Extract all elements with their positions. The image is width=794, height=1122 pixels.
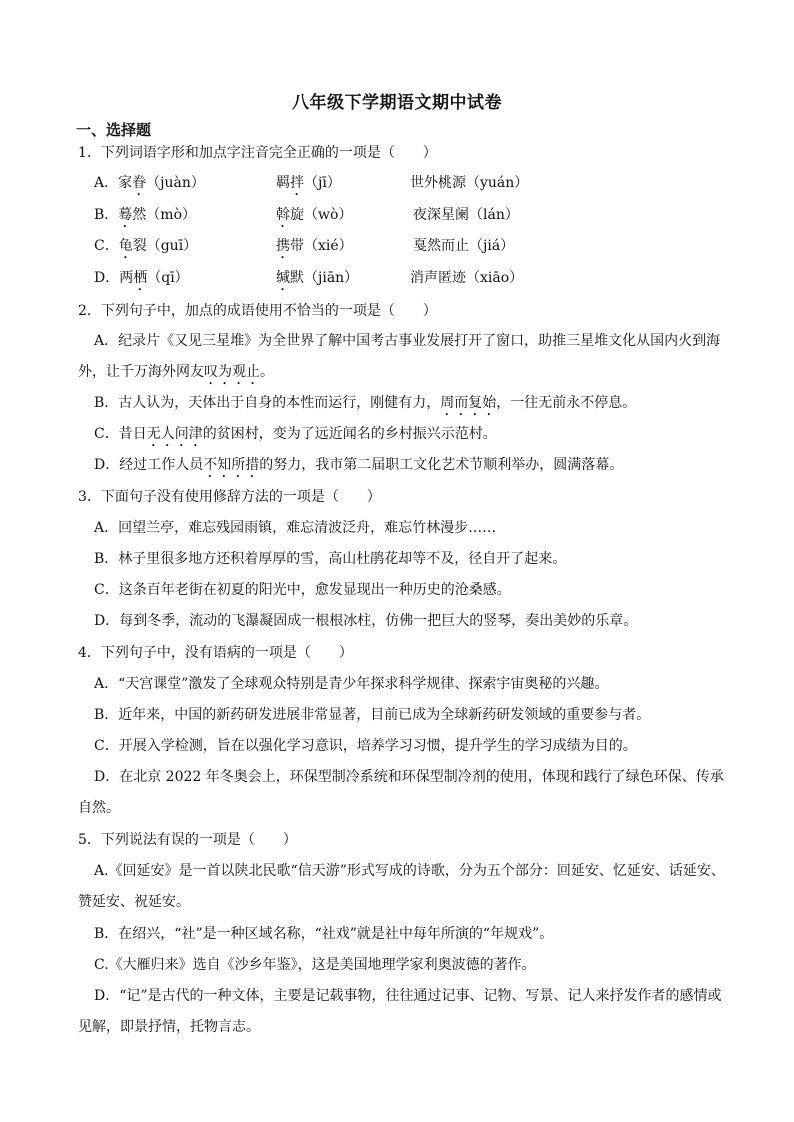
q1-option-a-word3: 世外桃源（yuán） <box>410 175 529 191</box>
q1-option-c-word3: 戛然而止（jiá） <box>413 238 515 254</box>
q4-option-a: A．“天宫课堂”激发了全球观众特别是青少年探求科学规律、探索宇宙奥秘的兴趣。 <box>94 676 609 692</box>
q1-option-b-word2: 斡旋（wò） <box>276 207 353 223</box>
q3-option-c: C．这条百年老街在初夏的阳光中，愈发显现出一种历史的沧桑感。 <box>94 582 511 598</box>
q1-option-b-word3: 夜深星阑（lán） <box>413 207 519 223</box>
q2-option-b: B．古人认为，天体出于自身的本性而运行，刚健有力，周而复始，一往无前永不停息。 <box>94 395 637 411</box>
q1-option-a-word2: 羁拌（jī） <box>276 175 341 191</box>
q3-option-d: D．每到冬季，流动的飞瀑凝固成一根根冰柱，仿佛一把巨大的竖琴，奏出美妙的乐章。 <box>94 613 638 629</box>
q1-option-d-word2: 缄默（jiān） <box>276 270 359 286</box>
section-heading: 一、选择题 <box>76 121 152 139</box>
q5-option-b: B．在绍兴，“社”是一种区域名称，“社戏”就是社中每年所演的“年规戏”。 <box>94 926 554 942</box>
q3-option-a: A．回望兰亭，难忘残园雨镇，难忘清波泛舟，难忘竹林漫步…… <box>94 520 497 536</box>
question-4-stem: 4．下列句子中，没有语病的一项是（ ） <box>78 645 353 661</box>
question-5-stem: 5．下列说法有误的一项是（ ） <box>78 832 297 848</box>
q4-option-d-line1: D．在北京 2022 年冬奥会上，环保型制冷系统和环保型制冷剂的使用，体现和践行了绿色环保、传承 <box>94 769 724 785</box>
q4-option-b: B．近年来，中国的新药研发进展非常显著，目前已成为全球新药研发领域的重要参与者。 <box>94 707 651 723</box>
q5-option-a-line1: A.《回延安》是一首以陕北民歌“信天游”形式写成的诗歌，分为五个部分：回延安、忆延安、话延安、 <box>94 863 725 879</box>
q5-option-d-line1: D．“记”是古代的一种文体，主要是记载事物，往往通过记事、记物、写景、记人来抒发作者的感情或 <box>94 988 722 1004</box>
q1-option-b: B．蓦然（mò） <box>94 207 197 223</box>
q1-option-a: A．家眷（juàn） <box>94 175 205 191</box>
question-1-stem: 1．下列词语字形和加点字注音完全正确的一项是（ ） <box>78 145 437 161</box>
q3-option-b: B．林子里很多地方还积着厚厚的雪，高山杜鹃花却等不及，径自开了起来。 <box>94 551 567 567</box>
q2-option-c: C．昔日无人问津的贫困村，变为了远近闻名的乡村振兴示范村。 <box>94 426 497 442</box>
question-3-stem: 3．下面句子没有使用修辞方法的一项是（ ） <box>78 489 381 505</box>
q5-option-d-line2: 见解，即景抒情，托物言志。 <box>78 1019 260 1035</box>
question-2-stem: 2．下列句子中，加点的成语使用不恰当的一项是（ ） <box>78 303 437 319</box>
q2-option-a-line2: 外，让千万海外网友叹为观止。 <box>78 364 274 380</box>
page-title: 八年级下学期语文期中试卷 <box>292 93 502 113</box>
q5-option-c: C.《大雁归来》选自《沙乡年鉴》，这是美国地理学家利奥波德的著作。 <box>94 957 536 973</box>
q5-option-a-line2: 赞延安、祝延安。 <box>78 894 190 910</box>
q1-option-c-word2: 携带（xié） <box>276 238 353 254</box>
q1-option-d: D．两栖（qī） <box>94 270 189 286</box>
q4-option-d-line2: 自然。 <box>78 800 120 816</box>
q1-option-d-word3: 消声匿迹（xiāo） <box>410 270 524 286</box>
q2-option-a-line1: A．纪录片《又见三星堆》为全世界了解中国考古事业发展打开了窗口，助推三星堆文化从国内火到海 <box>94 333 721 349</box>
q2-option-d: D．经过工作人员不知所措的努力，我市第二届职工文化艺术节顺利举办，圆满落幕。 <box>94 457 624 473</box>
q1-option-c: C．龟裂（guī） <box>94 238 198 254</box>
q4-option-c: C．开展入学检测，旨在以强化学习意识，培养学习习惯，提升学生的学习成绩为目的。 <box>94 738 637 754</box>
